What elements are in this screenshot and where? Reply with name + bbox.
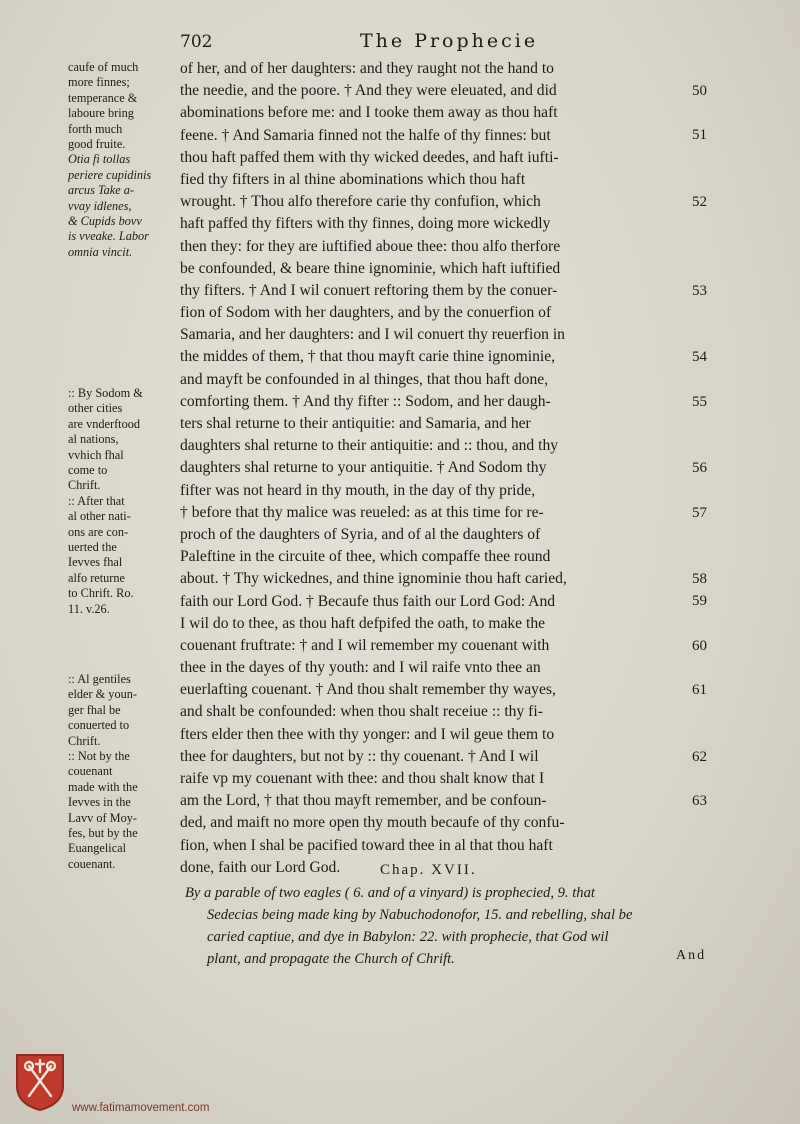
body-line: fters elder then thee with thy yonger: and I wil geue them to <box>180 725 555 743</box>
body-line: of her, and of her daughters: and they raught not the hand to <box>180 60 554 77</box>
body-line: feene. † And Samaria finned not the halfe of thy finnes: but <box>180 126 551 144</box>
chapter-argument <box>185 882 733 970</box>
margin-note-latin: & Cupids bovv <box>68 214 142 229</box>
body-line: comforting them. † And thy fifter :: Sodom, and her daugh- <box>180 392 551 410</box>
argument-line: caried captiue, and dye in Babylon: 22. with prophecie, that God wil <box>207 929 609 945</box>
body-line: fifter was not heard in thy mouth, in the day of thy pride, <box>180 481 536 499</box>
margin-note-line: Ievves fhal <box>68 555 123 570</box>
body-line: Paleftine in the circuite of thee, which compaffe thee round <box>180 548 551 566</box>
margin-note-line: elder & youn- <box>68 687 137 702</box>
body-line: raife vp my couenant with thee: and thou shalt know that I <box>180 770 545 787</box>
margin-note-line: caufe of much <box>68 60 139 74</box>
body-line: fion, when I shal be pacified toward thee in al that thou haft <box>180 836 553 854</box>
body-line: thou haft paffed them with thy wicked deedes, and haft iufti- <box>180 148 559 166</box>
shield-logo-icon <box>14 1052 66 1112</box>
margin-note-line: couenant <box>68 764 113 779</box>
verse-number: 60 <box>692 638 707 654</box>
margin-note-line: :: After that <box>68 493 125 508</box>
argument-line: By a parable of two eagles ( 6. and of a vinyard) is prophecied, 9. that <box>185 885 595 901</box>
margin-note-line: laboure bring <box>68 106 134 121</box>
margin-note-line: Lavv of Moy- <box>68 810 137 825</box>
margin-note-sodom <box>68 386 176 617</box>
margin-note-line: good fruite. <box>68 137 126 152</box>
body-line: euerlafting couenant. † And thou shalt remember thy wayes, <box>180 681 556 699</box>
body-line: am the Lord, † that thou mayft remember, and be confoun- <box>180 792 547 810</box>
body-line: thy fifters. † And I wil conuert reftoring them by the conuer- <box>180 281 558 299</box>
margin-note-line: ger fhal be <box>68 702 121 717</box>
body-line: be confounded, & beare thine ignominie, which haft iuftified <box>180 259 561 277</box>
verse-number: 55 <box>692 394 707 410</box>
margin-note-line: alfo returne <box>68 570 126 585</box>
argument-line: Sedecias being made king by Nabuchodonofor, 15. and rebelling, shal be <box>207 907 633 923</box>
body-line: ters shal returne to their antiquitie: and Samaria, and her <box>180 415 531 432</box>
margin-note-line: come to <box>68 463 108 478</box>
margin-note-line: conuerted to <box>68 718 130 733</box>
margin-note-latin: arcus Take a- <box>68 183 135 198</box>
verse-number: 50 <box>692 83 707 99</box>
body-line: and shalt be confounded: when thou shalt receiue :: thy fi- <box>180 703 543 721</box>
margin-note-line: other cities <box>68 401 123 416</box>
margin-note-line: 11. v.26. <box>68 601 110 616</box>
body-line: proch of the daughters of Syria, and of al the daughters of <box>180 525 541 543</box>
verse-number: 58 <box>692 571 707 587</box>
verse-number: 62 <box>692 749 707 765</box>
margin-note-temperance <box>68 60 176 260</box>
body-line: faith our Lord God. † Becaufe thus faith our Lord God: And <box>180 592 556 610</box>
verse-number: 61 <box>692 682 707 698</box>
margin-note-line: :: Not by the <box>68 749 130 764</box>
verse-number: 54 <box>692 349 707 365</box>
body-line: and mayft be confounded in al thinges, that thou haft done, <box>180 370 549 388</box>
margin-note-line: are vnderftood <box>68 416 141 431</box>
margin-note-gentiles <box>68 672 176 872</box>
margin-note-line: Ievves in the <box>68 795 131 810</box>
body-line: the needie, and the poore. † And they were eleuated, and did <box>180 82 557 100</box>
margin-note-latin: vvay idlenes, <box>68 198 132 213</box>
body-line: wrought. † Thou alfo therefore carie thy confufion, which <box>180 193 541 211</box>
chapter-heading: Chap. XVII. <box>380 862 477 878</box>
verse-number: 63 <box>692 793 707 809</box>
body-line: daughters shal returne to their antiquitie: and :: thou, and thy <box>180 437 559 455</box>
margin-note-line: couenant. <box>68 856 116 871</box>
body-line: abominations before me: and I tooke them away as thou haft <box>180 104 558 122</box>
body-line: fion of Sodom with her daughters, and by the conuerfion of <box>180 304 552 322</box>
verse-number: 51 <box>692 127 707 143</box>
body-line: done, faith our Lord God. <box>180 858 341 876</box>
margin-note-latin: omnia vincit. <box>68 244 133 259</box>
margin-note-line: al other nati- <box>68 509 131 524</box>
margin-note-latin: is vveake. Labor <box>68 229 149 244</box>
body-line: thee for daughters, but not by :: thy couenant. † And I wil <box>180 747 539 765</box>
verse-number: 53 <box>692 283 707 299</box>
margin-note-line: ons are con- <box>68 524 129 539</box>
body-line: ded, and maift no more open thy mouth becaufe of thy confu- <box>180 814 565 832</box>
verse-number: 52 <box>692 194 707 210</box>
margin-note-latin: Otia fi tollas <box>68 152 131 167</box>
margin-note-line: temperance & <box>68 90 138 105</box>
body-line: the middes of them, † that thou mayft carie thine ignominie, <box>180 348 556 366</box>
margin-note-line: Euangelical <box>68 841 127 856</box>
body-line: fied thy fifters in al thine abominations which thou haft <box>180 170 526 188</box>
margin-note-line: uerted the <box>68 540 117 555</box>
body-line: about. † Thy wickednes, and thine ignominie thou haft caried, <box>180 570 567 588</box>
margin-note-line: al nations, <box>68 432 119 447</box>
body-line: thee in the dayes of thy youth: and I wil raife vnto thee an <box>180 659 541 677</box>
body-line: couenant fruftrate: † and I wil remember my couenant with <box>180 636 550 654</box>
catchword: And <box>676 948 707 963</box>
margin-note-line: :: Al gentiles <box>68 672 131 686</box>
margin-note-line: to Chrift. Ro. <box>68 586 134 601</box>
body-line: haft paffed thy fifters with thy finnes, doing more wickedly <box>180 215 551 233</box>
body-line: Samaria, and her daughters: and I wil conuert thy reuerfion in <box>180 326 565 344</box>
margin-note-line: vvhich fhal <box>68 447 124 462</box>
verse-number: 56 <box>692 460 707 476</box>
margin-note-line: :: By Sodom & <box>68 386 143 400</box>
margin-note-line: Chrift. <box>68 733 101 748</box>
verse-number: 59 <box>692 593 707 609</box>
body-line: † before that thy malice was reueled: as at this time for re- <box>180 503 544 521</box>
running-head <box>175 30 595 58</box>
page-number: 702 <box>180 32 213 52</box>
page-title: The Prophecie <box>360 30 539 52</box>
body-text <box>180 58 720 879</box>
argument-line: plant, and propagate the Church of Chrift. <box>207 951 455 967</box>
margin-note-latin: periere cupidinis <box>68 167 152 182</box>
verse-number: 57 <box>692 505 707 521</box>
margin-note-line: forth much <box>68 121 123 136</box>
watermark-url: www.fatimamovement.com <box>72 1102 210 1114</box>
margin-note-line: made with the <box>68 779 138 794</box>
body-line: I wil do to thee, as thou haft defpifed the oath, to make the <box>180 614 546 632</box>
margin-note-line: Chrift. <box>68 478 101 493</box>
body-line: then they: for they are iuftified aboue thee: thou alfo therfore <box>180 237 561 255</box>
margin-note-line: fes, but by the <box>68 826 138 841</box>
body-line: daughters shal returne to your antiquitie. † And Sodom thy <box>180 459 547 477</box>
margin-note-line: more finnes; <box>68 75 130 90</box>
